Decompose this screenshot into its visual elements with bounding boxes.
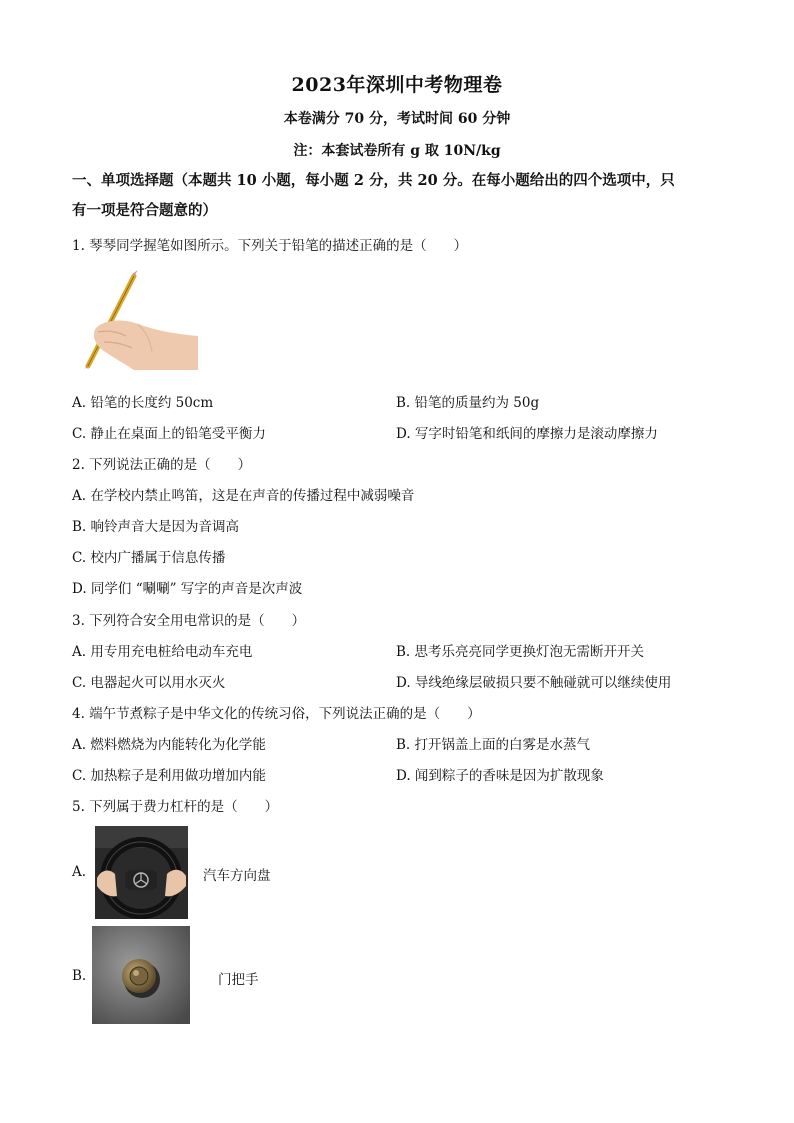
question-4-option-b: B. 打开锅盖上面的白雾是水蒸气 [396, 737, 591, 753]
door-knob-image [92, 926, 190, 1024]
question-2-option-b: B. 响铃声音大是因为音调高 [72, 519, 240, 535]
question-1-option-a: A. 铅笔的长度约 50cm [72, 395, 214, 411]
exam-note: 注：本套试卷所有 g 取 10N/kg [293, 143, 501, 159]
pencil-hand-image [74, 270, 198, 370]
question-3-option-b: B. 思考乐亮亮同学更换灯泡无需断开开关 [396, 644, 645, 660]
exam-title: 2023年深圳中考物理卷 [291, 74, 503, 96]
question-3-option-a: A. 用专用充电桩给电动车充电 [72, 644, 253, 660]
question-3-stem: 3. 下列符合安全用电常识的是（ ） [72, 613, 306, 629]
question-4-stem: 4. 端午节煮粽子是中华文化的传统习俗，下列说法正确的是（ ） [72, 706, 481, 722]
question-5-option-a-letter: A. [72, 864, 87, 880]
question-5-option-a-label: 汽车方向盘 [203, 868, 271, 884]
section-heading [72, 166, 722, 226]
question-1-option-c: C. 静止在桌面上的铅笔受平衡力 [72, 426, 266, 442]
question-3-option-d: D. 导线绝缘层破损只要不触碰就可以继续使用 [396, 675, 672, 691]
section-heading-line2: 有一项是符合题意的） [72, 202, 217, 219]
question-4-option-a: A. 燃料燃烧为内能转化为化学能 [72, 737, 266, 753]
question-5-stem: 5. 下列属于费力杠杆的是（ ） [72, 799, 279, 815]
question-5-option-b-label: 门把手 [218, 972, 259, 988]
question-2-option-c: C. 校内广播属于信息传播 [72, 550, 226, 566]
question-4-option-c: C. 加热粽子是利用做功增加内能 [72, 768, 266, 784]
question-3-option-c: C. 电器起火可以用水灭火 [72, 675, 226, 691]
exam-meta: 本卷满分 70 分，考试时间 60 分钟 [283, 111, 511, 127]
question-1-stem: 1. 琴琴同学握笔如图所示。下列关于铅笔的描述正确的是（ ） [72, 238, 468, 254]
question-5-option-b-letter: B. [72, 968, 87, 984]
question-2-option-d: D. 同学们 “唰唰” 写字的声音是次声波 [72, 581, 303, 597]
question-4-option-d: D. 闻到粽子的香味是因为扩散现象 [396, 768, 604, 784]
question-1-option-d: D. 写字时铅笔和纸间的摩擦力是滚动摩擦力 [396, 426, 658, 442]
question-2-stem: 2. 下列说法正确的是（ ） [72, 457, 252, 473]
steering-wheel-image [95, 826, 188, 919]
question-2-option-a: A. 在学校内禁止鸣笛，这是在声音的传播过程中减弱噪音 [72, 488, 415, 504]
section-heading-line1: 一、单项选择题（本题共 10 小题，每小题 2 分，共 20 分。在每小题给出的四个选项中，只 [72, 172, 675, 189]
question-1-option-b: B. 铅笔的质量约为 50g [396, 395, 540, 411]
